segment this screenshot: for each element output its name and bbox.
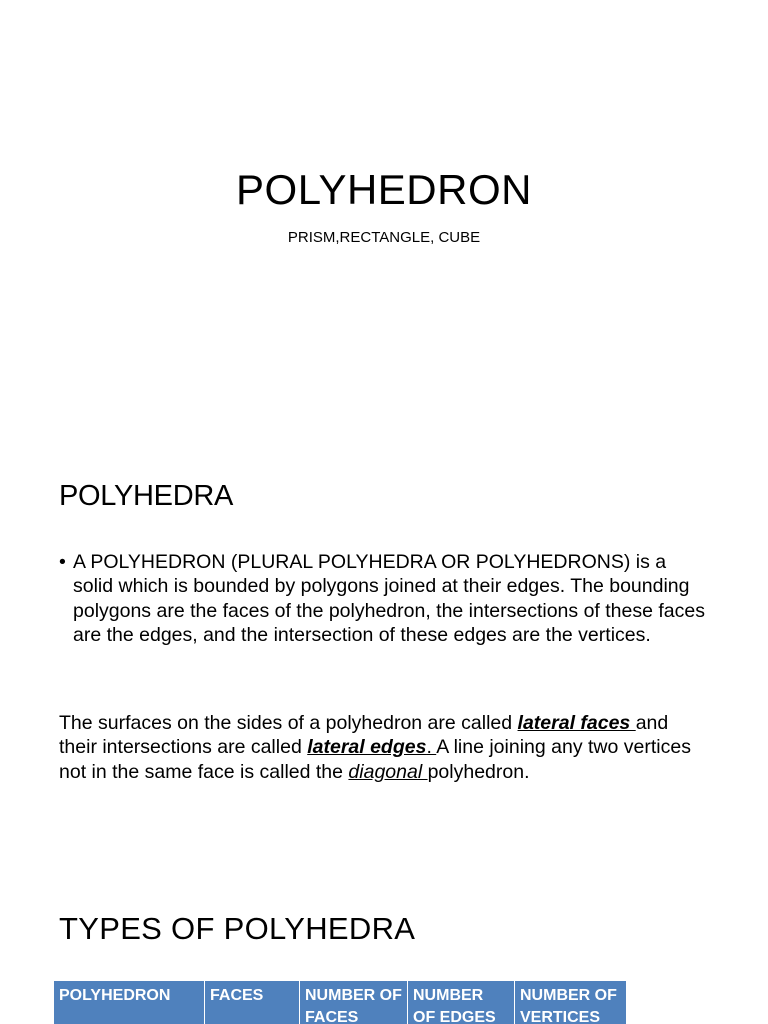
slide-title-heading: POLYHEDRON [236,166,532,213]
slide-types [0,880,768,1024]
table-header-row [54,981,626,1024]
slide-subtitle: PRISM,RECTANGLE, CUBE [287,229,481,246]
term-lateral-faces: lateral faces [517,712,636,734]
slide-title [0,0,768,440]
body-paragraph [59,711,709,784]
slide-heading: TYPES OF POLYHEDRA [59,911,416,946]
table-header-cell: NUMBER OF EDGES [408,981,515,1024]
polyhedra-table [54,981,626,1024]
bullet-item [59,550,709,648]
paragraph-text: . [426,736,437,759]
paragraph-text: and their intersections are called [59,712,669,759]
paragraph-text: A line joining any two vertices not in the same face is called the [59,736,691,783]
slide-polyhedra [0,440,768,880]
paragraph-text: The surfaces on the sides of a polyhedron are called [59,712,518,734]
table-header-cell: FACES [205,981,300,1024]
term-lateral-edges: lateral edges [307,736,427,759]
slide-heading: POLYHEDRA [59,480,234,512]
paragraph-text: polyhedron. [427,760,530,783]
table-header-cell: NUMBER OF VERTICES [515,981,627,1024]
bullet-text: A POLYHEDRON (PLURAL POLYHEDRA OR POLYHEDRONS) is a solid which is bounded by polygons joined at their edges. The bounding polygons are the faces of the polyhedron, the intersections of these faces are the edges, and the intersection of these edges are the vertices. [73,551,705,647]
term-diagonal: diagonal [348,760,428,783]
bullet-marker: • [59,551,66,573]
table-header-cell: NUMBER OF FACES [300,981,408,1024]
table-header-cell: POLYHEDRON [54,981,205,1024]
